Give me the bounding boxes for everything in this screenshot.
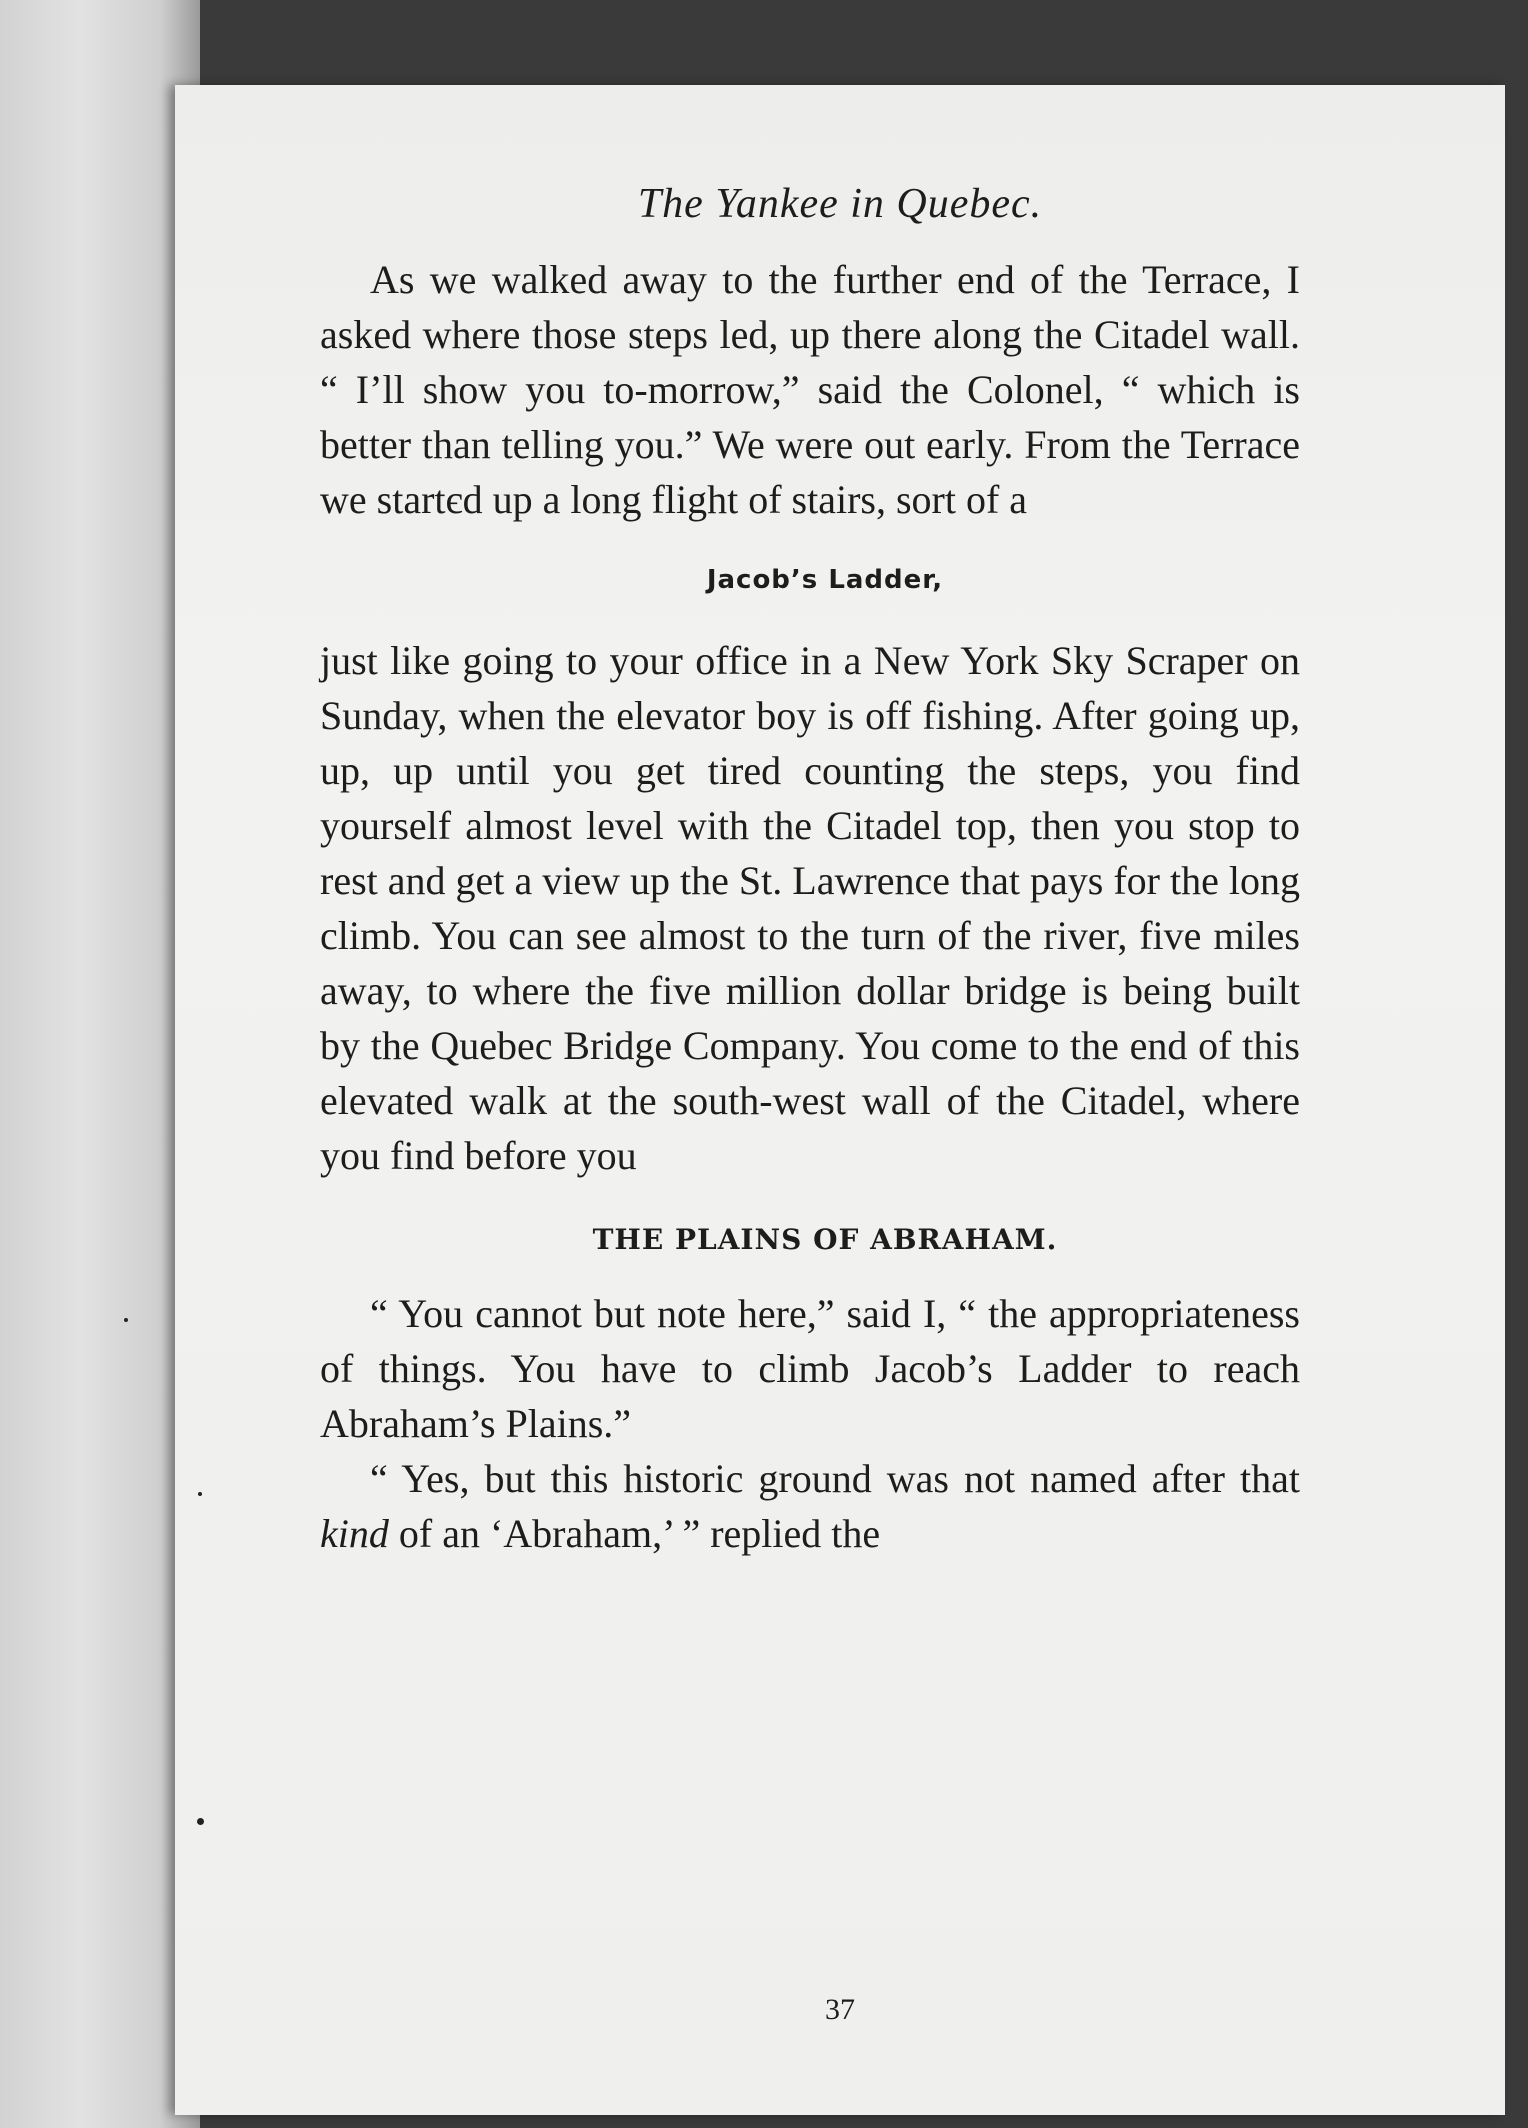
page-number: 37 (825, 1993, 855, 2026)
subhead-plains-of-abraham: THE PLAINS OF ABRAHAM. (592, 1223, 1058, 1256)
book-spine-gutter (0, 0, 200, 2128)
page-text-block (320, 180, 1300, 2026)
dust-speck (124, 1318, 128, 1322)
quote-text-start: “ Yes, but this historic ground was not named after that (370, 1456, 1300, 1501)
paragraph-sky-scraper: just like going to your office in a New York Sky Scraper on Sunday, when the elevator boy is off fishing. After going up, up, up until you get tired counting the steps, you find yourself almost level with the Citadel top, then you stop to rest and get a view up the St. Lawrence that pays for the long climb. You can see almost to the turn of the river, five miles away, to where the five million dollar bridge is being built by the Quebec Bridge Company. You come to the end of this elevated walk at the south-west wall of the Citadel, where you find before you (320, 638, 1300, 1178)
dust-speck (197, 1818, 204, 1825)
running-head: The Yankee in Quebec. (637, 181, 1043, 227)
quote-italic-word: kind (320, 1511, 389, 1556)
subhead-jacobs-ladder: Jacob’s Ladder, (706, 565, 944, 595)
book-page (175, 85, 1505, 2115)
paragraph-quote-historic-ground (320, 1451, 1300, 1561)
quote-text-end: of an ‘Abraham,’ ” replied the (388, 1511, 881, 1556)
paragraph-quote-appropriateness: “ You cannot but note here,” said I, “ the appropriateness of things. You have to climb Jacob’s Ladder to reach Abraham’s Plains.” (320, 1291, 1300, 1446)
dust-speck (198, 1492, 202, 1496)
paragraph-terrace: As we walked away to the further end of the Terrace, I asked where those steps led, up there along the Citadel wall. “ I’ll show you to-morrow,” said the Colonel, “ which is better than telling you.” We were out early. From the Terrace we startєd up a long flight of stairs, sort of a (320, 257, 1300, 522)
